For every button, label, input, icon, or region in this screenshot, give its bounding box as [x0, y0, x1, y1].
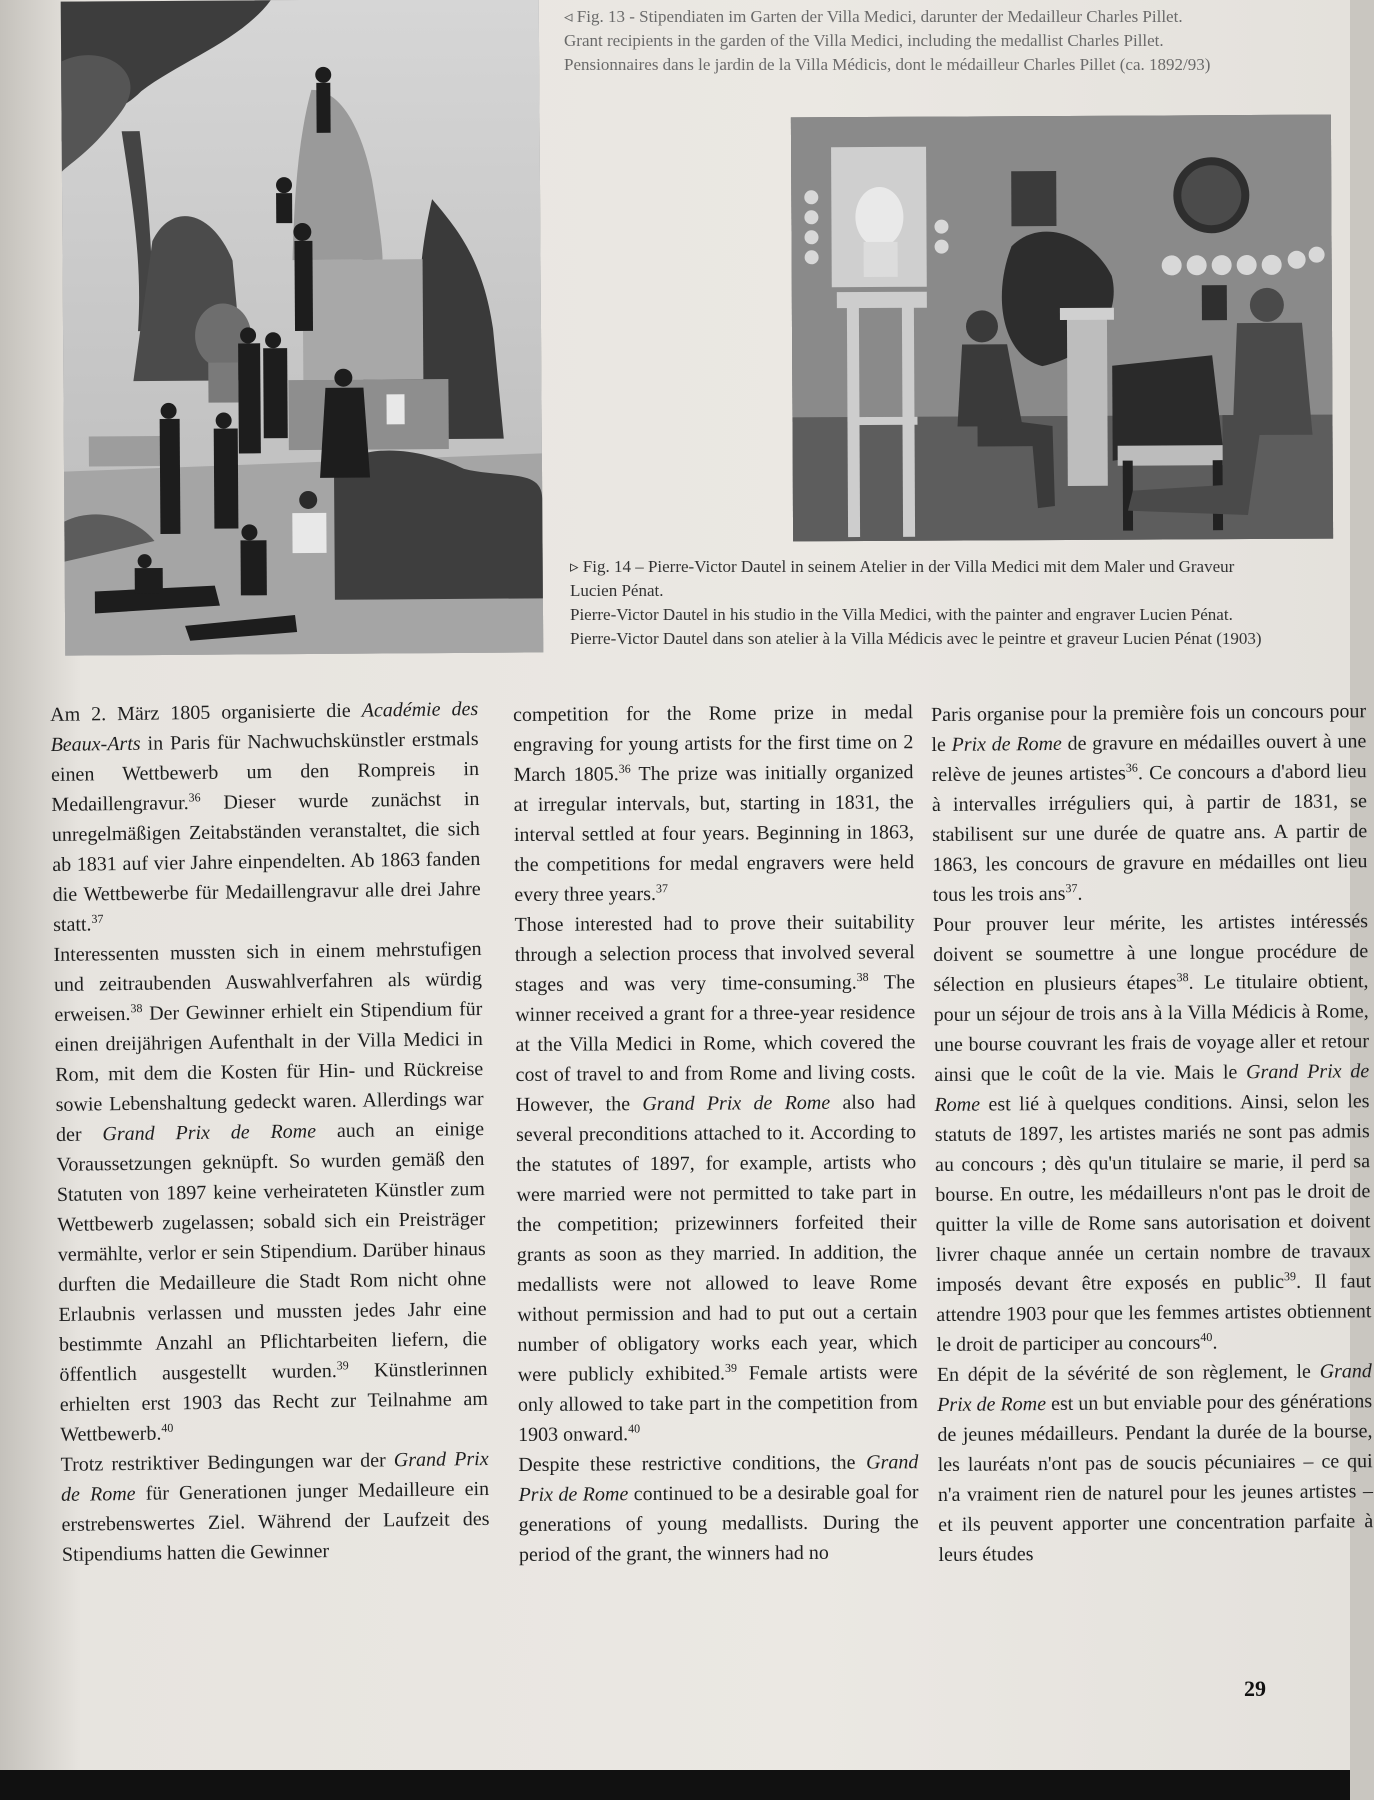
fig14-caption-fr: Pierre-Victor Dautel dans son atelier à la Villa Médicis avec le peintre et graveur Lucien Pénat (1903)	[570, 629, 1262, 648]
fig13-photo	[61, 0, 544, 656]
column-english	[513, 697, 919, 1570]
bottom-edge	[0, 1770, 1350, 1800]
en-paragraph-1: competition for the Rome prize in medal engraving for young artists for the first time on 2 March 1805.36 The prize was initially organized at irregular intervals, but, starting in 1831, the interval settled at four years. Beginning in 1863, the competitions for medal engravers were held every three years.$^{37}$	[513, 701, 915, 906]
fr-paragraph-3: En dépit de la sévérité de son règlement, le Grand Prix de Rome est un but enviable pour des générations de jeunes médailleurs. Pendant la durée de la bourse, les lauréats n'ont pas de soucis pécuniaires – ce qui n'a vraiment rien de naturel pour les jeunes artistes – et ils peuvent apporter une concentration parfaite à leurs études	[936, 1360, 1374, 1566]
fig13-caption-fr: Pensionnaires dans le jardin de la Villa Médicis, dont le médailleur Charles Pillet (ca. 1892/93)	[564, 55, 1211, 74]
fr-paragraph-2: Pour prouver leur mérite, les artistes intéressés doivent se soumettre à une longue procédure de sélection en plusieurs étapes$^{38}$. Le titulaire obtient, pour un séjour de trois ans à la Villa Médicis à Rome, une bourse couvrant les frais de voyage aller et retour ainsi que le coût de la vie. Mais le Grand Prix de Rome est lié à quelques conditions. Ainsi, selon les statuts de 1897, les artistes mariés ne sont pas admis au concours ; dès qu'un titulaire se marie, il perd sa bourse. En outre, les médailleurs n'ont pas le droit de quitter la ville de Rome sans autorisation et doivent livrer chaque année un certain nombre de travaux imposés devant être exposés en public$^{39}$. Il faut attendre 1903 pour que les femmes artistes obtiennent le droit de participer au concours$^{40}$.	[932, 910, 1372, 1356]
fr-paragraph-1: Paris organise pour la première fois un concours pour le Prix de Rome de gravure en médailles ouvert à une relève de jeunes artistes$^{36}$. Ce concours a d'abord lieu à intervalles irréguliers qui, à partir de 1831, se stabilisent sur une durée de quatre ans. A partir de 1863, les concours de gravure en médailles ont lieu tous les trois ans$^{37}$.	[931, 700, 1368, 906]
fig13-caption	[564, 5, 1344, 77]
fig14-caption-de-line2: Lucien Pénat.	[570, 581, 664, 600]
page-number: 29	[1244, 1676, 1266, 1701]
en-paragraph-2: Those interested had to prove their suitability through a selection process that involved several stages and was very time-consuming.$^{38}$ The winner received a grant for a three-year residence at the Villa Medici in Rome, which covered the cost of travel to and from Rome and living costs. However, the Grand Prix de Rome also had several preconditions attached to it. According to the statutes of 1897, for example, artists who were married were not permitted to take part in the competition; prizewinners forfeited their grants as soon as they married. In addition, the medallists were not allowed to leave Rome without permission and had to put out a certain number of obligatory works each year, which were publicly exhibited.$^{39}$ Female artists were only allowed to take part in the competition from 1903 onward.$^{40}$	[514, 911, 918, 1446]
column-french	[931, 696, 1374, 1570]
de-paragraph-2: Interessenten mussten sich in einem mehrstufigen und zeitraubenden Auswahlverfahren als würdig erweisen.$^{38}$ Der Gewinner erhielt ein Stipendium für einen dreijährigen Aufenthalt in der Villa Medici in Rom, mit dem die Kosten für Hin- und Rückreise sowie Lebenshaltung gedeckt waren. Allerdings war der Grand Prix de Rome auch an einige Voraussetzungen geknüpft. So wurden gemäß den Statuten von 1897 keine verheirateten Künstler zum Wettbewerb zugelassen; sobald sich ein Preisträger vermählte, verlor er sein Stipendium. Darüber hinaus durften die Medailleure die Stadt Rom nicht ohne Erlaubnis verlassen und mussten jedes Jahr eine bestimmte Anzahl an Pflichtarbeiten liefern, die öffentlich ausgestellt wurden.$^{39}$ Künstlerinnen erhielten erst 1903 das Recht zur Teilnahme am Wettbewerb.$^{40}$	[53, 938, 488, 1446]
fig14-caption-de-line1: ▹ Fig. 14 – Pierre-Victor Dautel in seinem Atelier in der Villa Medici mit dem Maler und Graveur	[570, 557, 1235, 576]
fig13-caption-de: ◃ Fig. 13 - Stipendiaten im Garten der Villa Medici, darunter der Medailleur Charles Pillet.	[564, 7, 1183, 26]
fig14-caption-en: Pierre-Victor Dautel in his studio in the Villa Medici, with the painter and engraver Lucien Pénat.	[570, 605, 1233, 624]
en-paragraph-3: Despite these restrictive conditions, the Grand Prix de Rome continued to be a desirable goal for generations of young medallists. During the period of the grant, the winners had no	[518, 1451, 919, 1566]
column-german	[50, 694, 490, 1570]
fig14-photo	[791, 115, 1333, 542]
fig14-caption	[570, 555, 1340, 651]
fig13-garden-image	[61, 0, 544, 656]
fig14-studio-image	[791, 115, 1333, 542]
de-paragraph-1: Am 2. März 1805 organisierte die Académie des Beaux-Arts in Paris für Nachwuchskünstler erstmals einen Wettbewerb um den Rompreis in Medaillengravur.$^{36}$ Dieser wurde zunächst in unregelmäßigen Zeitabständen veranstaltet, die sich ab 1831 auf vier Jahre einpendelten. Ab 1863 fanden die Wettbewerbe für Medaillengravur alle drei Jahre statt.$^{37}$	[50, 698, 481, 936]
de-paragraph-3: Trotz restriktiver Bedingungen war der Grand Prix de Rome für Generationen junger Medailleure ein erstrebenswertes Ziel. Während der Laufzeit des Stipendiums hatten die Gewinner	[60, 1447, 490, 1566]
fig13-caption-en: Grant recipients in the garden of the Villa Medici, including the medallist Charles Pillet.	[564, 31, 1164, 50]
